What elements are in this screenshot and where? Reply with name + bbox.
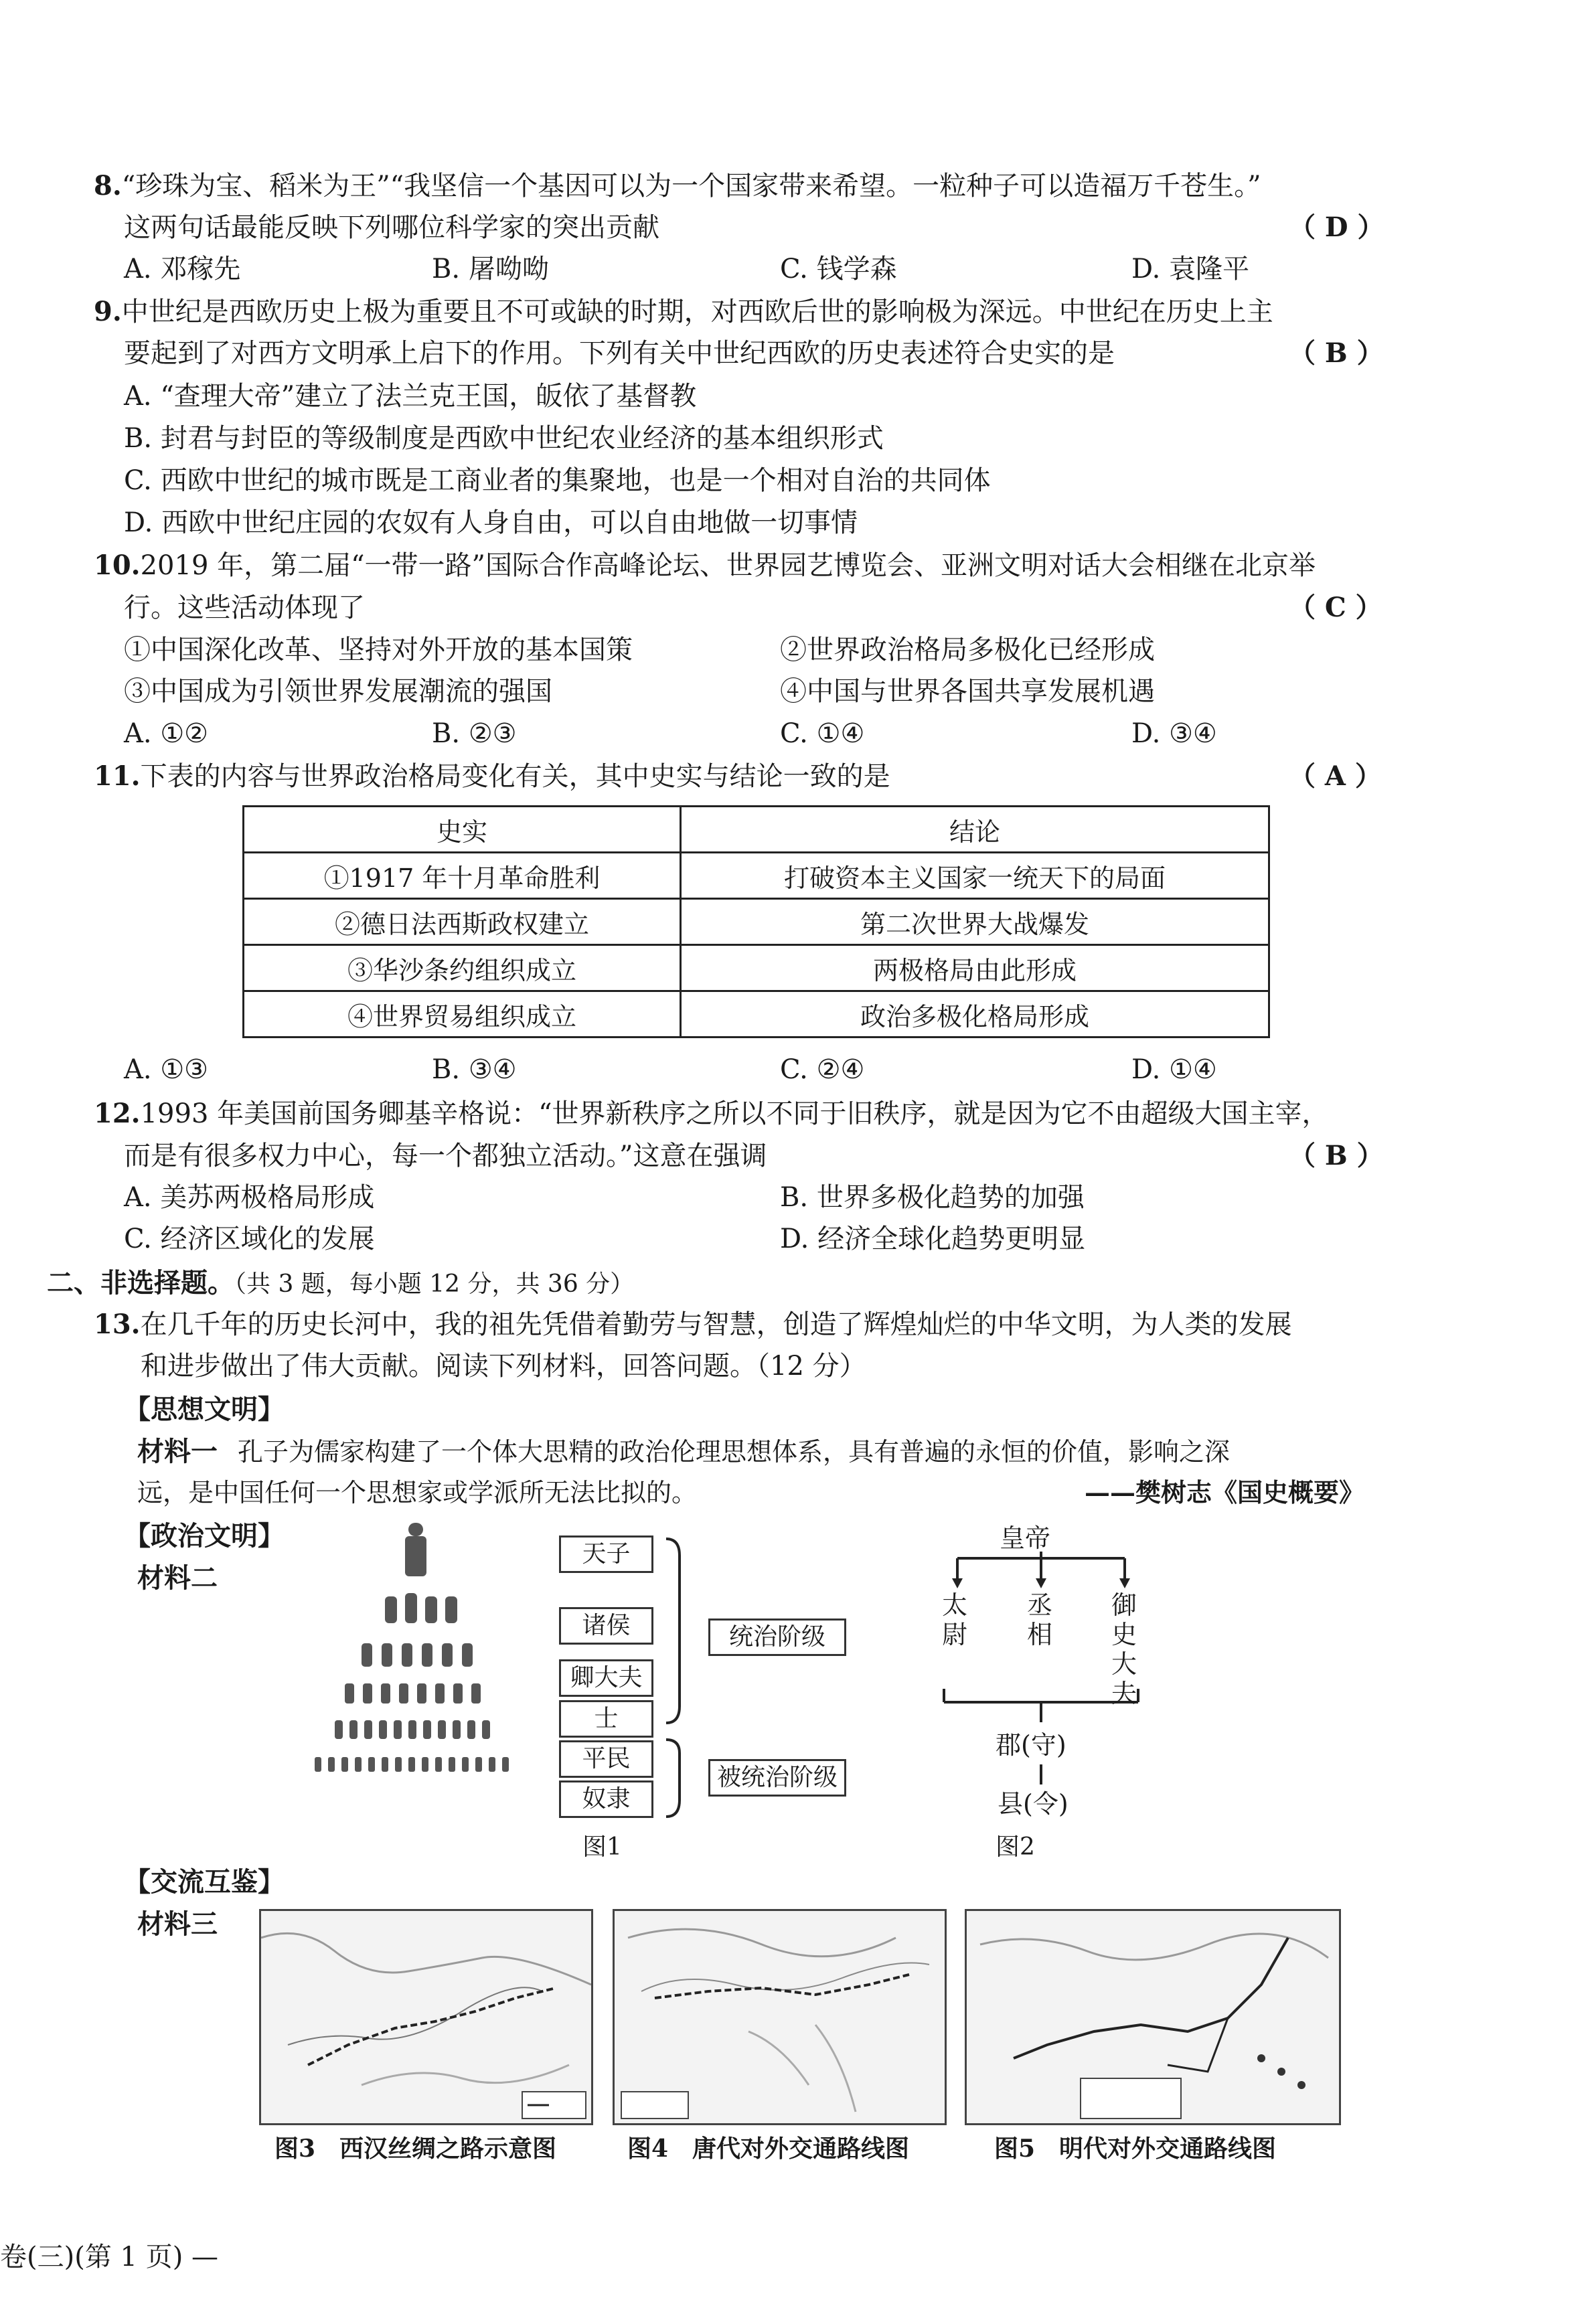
- q11-option-b: B. ③④: [432, 1054, 517, 1085]
- table-row: [244, 899, 1269, 945]
- q12-answer: （ B ）: [1289, 1140, 1384, 1171]
- rank-pingmin: 平民: [559, 1740, 653, 1778]
- q8-line1: [94, 166, 1261, 206]
- q8-stem-2: 这两句话最能反映下列哪位科学家的突出贡献: [124, 212, 659, 243]
- q9-stem-2: 要起到了对西方文明承上启下的作用。下列有关中世纪西欧的历史表述符合史实的是: [124, 338, 1115, 369]
- q12-option-d: D. 经济全球化趋势更明显: [780, 1224, 1086, 1254]
- q10-item-4: ④中国与世界各国共享发展机遇: [780, 676, 1155, 707]
- class-brackets: [663, 1536, 690, 1823]
- q8-option-d: D. 袁隆平: [1131, 254, 1250, 284]
- fig2-chengxiang: 丞相: [1027, 1590, 1053, 1649]
- rank-tianzi: 天子: [559, 1536, 653, 1573]
- table-header-facts: 史实: [244, 807, 681, 853]
- q12-option-c: C. 经济区域化的发展: [124, 1224, 375, 1254]
- q8-option-a: A. 邓稼先: [124, 254, 241, 284]
- table-cell: ④世界贸易组织成立: [244, 991, 681, 1038]
- rank-nuli: 奴隶: [559, 1780, 653, 1818]
- rank-shi: 士: [559, 1700, 653, 1738]
- map-han-illustration: [261, 1911, 591, 2123]
- fig2-caption: 图2: [996, 1833, 1035, 1861]
- table-cell: 两极格局由此形成: [681, 945, 1269, 991]
- fig2-xian: 县(令): [998, 1789, 1068, 1819]
- q9-option-d: D. 西欧中世纪庄园的农奴有人身自由，可以自由地做一切事情: [124, 507, 858, 538]
- q11-line1: [94, 756, 890, 797]
- q10-option-a: A. ①②: [124, 718, 209, 749]
- q11-option-c: C. ②④: [780, 1054, 865, 1085]
- heading-thought: 【思想文明】: [124, 1394, 285, 1425]
- material1-source: ——樊树志《国史概要》: [1085, 1477, 1365, 1507]
- table-header-conclusion: 结论: [681, 807, 1269, 853]
- q8-option-c: C. 钱学森: [780, 254, 897, 284]
- q10-stem-1: 2019 年，第二届“一带一路”国际合作高峰论坛、世界园艺博览会、亚洲文明对话大会相继在北京举: [140, 550, 1316, 581]
- q10-item-2: ②世界政治格局多极化已经形成: [780, 635, 1155, 665]
- q9-number: 9.: [94, 296, 122, 327]
- q8-stem-1: “珍珠为宝、稻米为王”“我坚信一个基因可以为一个国家带来希望。一粒种子可以造福万千苍生。”: [121, 171, 1261, 201]
- q11-table: [242, 805, 1270, 1038]
- table-cell: ③华沙条约组织成立: [244, 945, 681, 991]
- table-header-row: [244, 807, 1269, 853]
- rank-qingdafu: 卿大夫: [559, 1659, 653, 1697]
- q11-stem: 下表的内容与世界政治格局变化有关，其中史实与结论一致的是: [140, 761, 890, 792]
- section-2-title: 二、非选择题。: [47, 1267, 234, 1299]
- map-han-silk-road: [259, 1909, 593, 2125]
- map-ming-illustration: [967, 1911, 1339, 2123]
- q11-option-a: A. ①③: [124, 1054, 209, 1085]
- q10-answer: （ C ）: [1289, 592, 1382, 623]
- table-cell: 政治多极化格局形成: [681, 991, 1269, 1038]
- q9-option-b: B. 封君与封臣的等级制度是西欧中世纪农业经济的基本组织形式: [124, 423, 884, 454]
- q10-item-1: ①中国深化改革、坚持对外开放的基本国策: [124, 635, 633, 665]
- fig1-caption: 图1: [582, 1833, 622, 1861]
- fig2-taiwei: 太尉: [942, 1590, 968, 1649]
- table-cell: 打破资本主义国家一统天下的局面: [681, 853, 1269, 899]
- table-row: [244, 945, 1269, 991]
- heading-exchange: 【交流互鉴】: [124, 1866, 285, 1898]
- material2-label: 材料二: [137, 1562, 218, 1594]
- fig3-caption: 图3 西汉丝绸之路示意图: [274, 2135, 557, 2163]
- table-cell: ①1917 年十月革命胜利: [244, 853, 681, 899]
- q10-line1: [94, 546, 1316, 586]
- table-row: [244, 853, 1269, 899]
- q12-stem-2: 而是有很多权力中心，每一个都独立活动。”这意在强调: [124, 1141, 767, 1171]
- q12-number: 12.: [94, 1098, 141, 1129]
- q11-answer: （ A ）: [1289, 760, 1382, 792]
- material3-label: 材料三: [137, 1908, 218, 1940]
- q10-option-d: D. ③④: [1131, 718, 1217, 749]
- fig4-caption: 图4 唐代对外交通路线图: [627, 2135, 910, 2163]
- q9-stem-1: 中世纪是西欧历史上极为重要且不可或缺的时期，对西欧后世的影响极为深远。中世纪在历史上主: [121, 297, 1273, 327]
- q11-number: 11.: [94, 760, 141, 792]
- section-title: [47, 1263, 634, 1305]
- section-2-note: （共 3 题，每小题 12 分，共 36 分）: [234, 1270, 635, 1298]
- q12-option-a: A. 美苏两极格局形成: [124, 1182, 375, 1213]
- map-tang-routes: [613, 1909, 947, 2125]
- table-row: [244, 991, 1269, 1038]
- q10-option-b: B. ②③: [432, 718, 517, 749]
- q8-answer: （ D ）: [1289, 212, 1384, 243]
- table-cell: 第二次世界大战爆发: [681, 899, 1269, 945]
- q10-stem-2: 行。这些活动体现了: [124, 592, 365, 623]
- q8-number: 8.: [94, 170, 122, 201]
- q12-option-b: B. 世界多极化趋势的加强: [780, 1182, 1085, 1213]
- rank-zhuhou: 诸侯: [559, 1607, 653, 1645]
- q10-number: 10.: [94, 550, 141, 581]
- q8-option-b: B. 屠呦呦: [432, 254, 549, 284]
- fig2-jun: 郡(守): [996, 1730, 1066, 1760]
- q12-stem-1: 1993 年美国前国务卿基辛格说：“世界新秩序之所以不同于旧秩序，就是因为它不由超级大国主宰，: [140, 1098, 1329, 1129]
- ruled-class-label: 被统治阶级: [708, 1759, 846, 1797]
- q9-answer: （ B ）: [1289, 337, 1384, 369]
- map-tang-illustration: [615, 1911, 945, 2123]
- fig5-caption: 图5 明代对外交通路线图: [994, 2135, 1277, 2163]
- q10-option-c: C. ①④: [780, 718, 865, 749]
- fig2-lower-connector: [1038, 1764, 1045, 1784]
- q11-option-d: D. ①④: [1131, 1054, 1217, 1085]
- q13-stem-1: 在几千年的历史长河中，我的祖先凭借着勤劳与智慧，创造了辉煌灿烂的中华文明，为人类的发展: [140, 1309, 1292, 1340]
- material1-line1: [137, 1432, 1230, 1472]
- q12-line1: [94, 1094, 1329, 1134]
- fig2-emperor: 皇帝: [1000, 1523, 1051, 1553]
- material1-label: 材料一: [137, 1436, 218, 1467]
- page-footer: 卷(三)(第 1 页) —: [0, 2242, 219, 2272]
- q13-number: 13.: [94, 1309, 141, 1340]
- q9-line1: [94, 292, 1273, 332]
- heading-politics: 【政治文明】: [124, 1520, 285, 1552]
- material1-text-1: 孔子为儒家构建了一个体大思精的政治伦理思想体系，具有普遍的永恒的价值，影响之深: [238, 1437, 1231, 1467]
- table-cell: ②德日法西斯政权建立: [244, 899, 681, 945]
- material1-text-2: 远，是中国任何一个思想家或学派所无法比拟的。: [137, 1478, 698, 1507]
- q13-stem-2: 和进步做出了伟大贡献。阅读下列材料，回答问题。（12 分）: [141, 1351, 866, 1382]
- fig2-yushidafu: 御史大夫: [1111, 1590, 1137, 1708]
- q10-item-3: ③中国成为引领世界发展潮流的强国: [124, 676, 552, 707]
- q9-option-a: A. “查理大帝”建立了法兰克王国，皈依了基督教: [124, 381, 697, 412]
- pyramid-figures-illustration: [315, 1519, 516, 1814]
- ruling-class-label: 统治阶级: [708, 1618, 846, 1656]
- q9-option-c: C. 西欧中世纪的城市既是工商业者的集聚地，也是一个相对自治的共同体: [124, 465, 991, 496]
- map-ming-routes: [965, 1909, 1341, 2125]
- q13-line1: [94, 1305, 1292, 1345]
